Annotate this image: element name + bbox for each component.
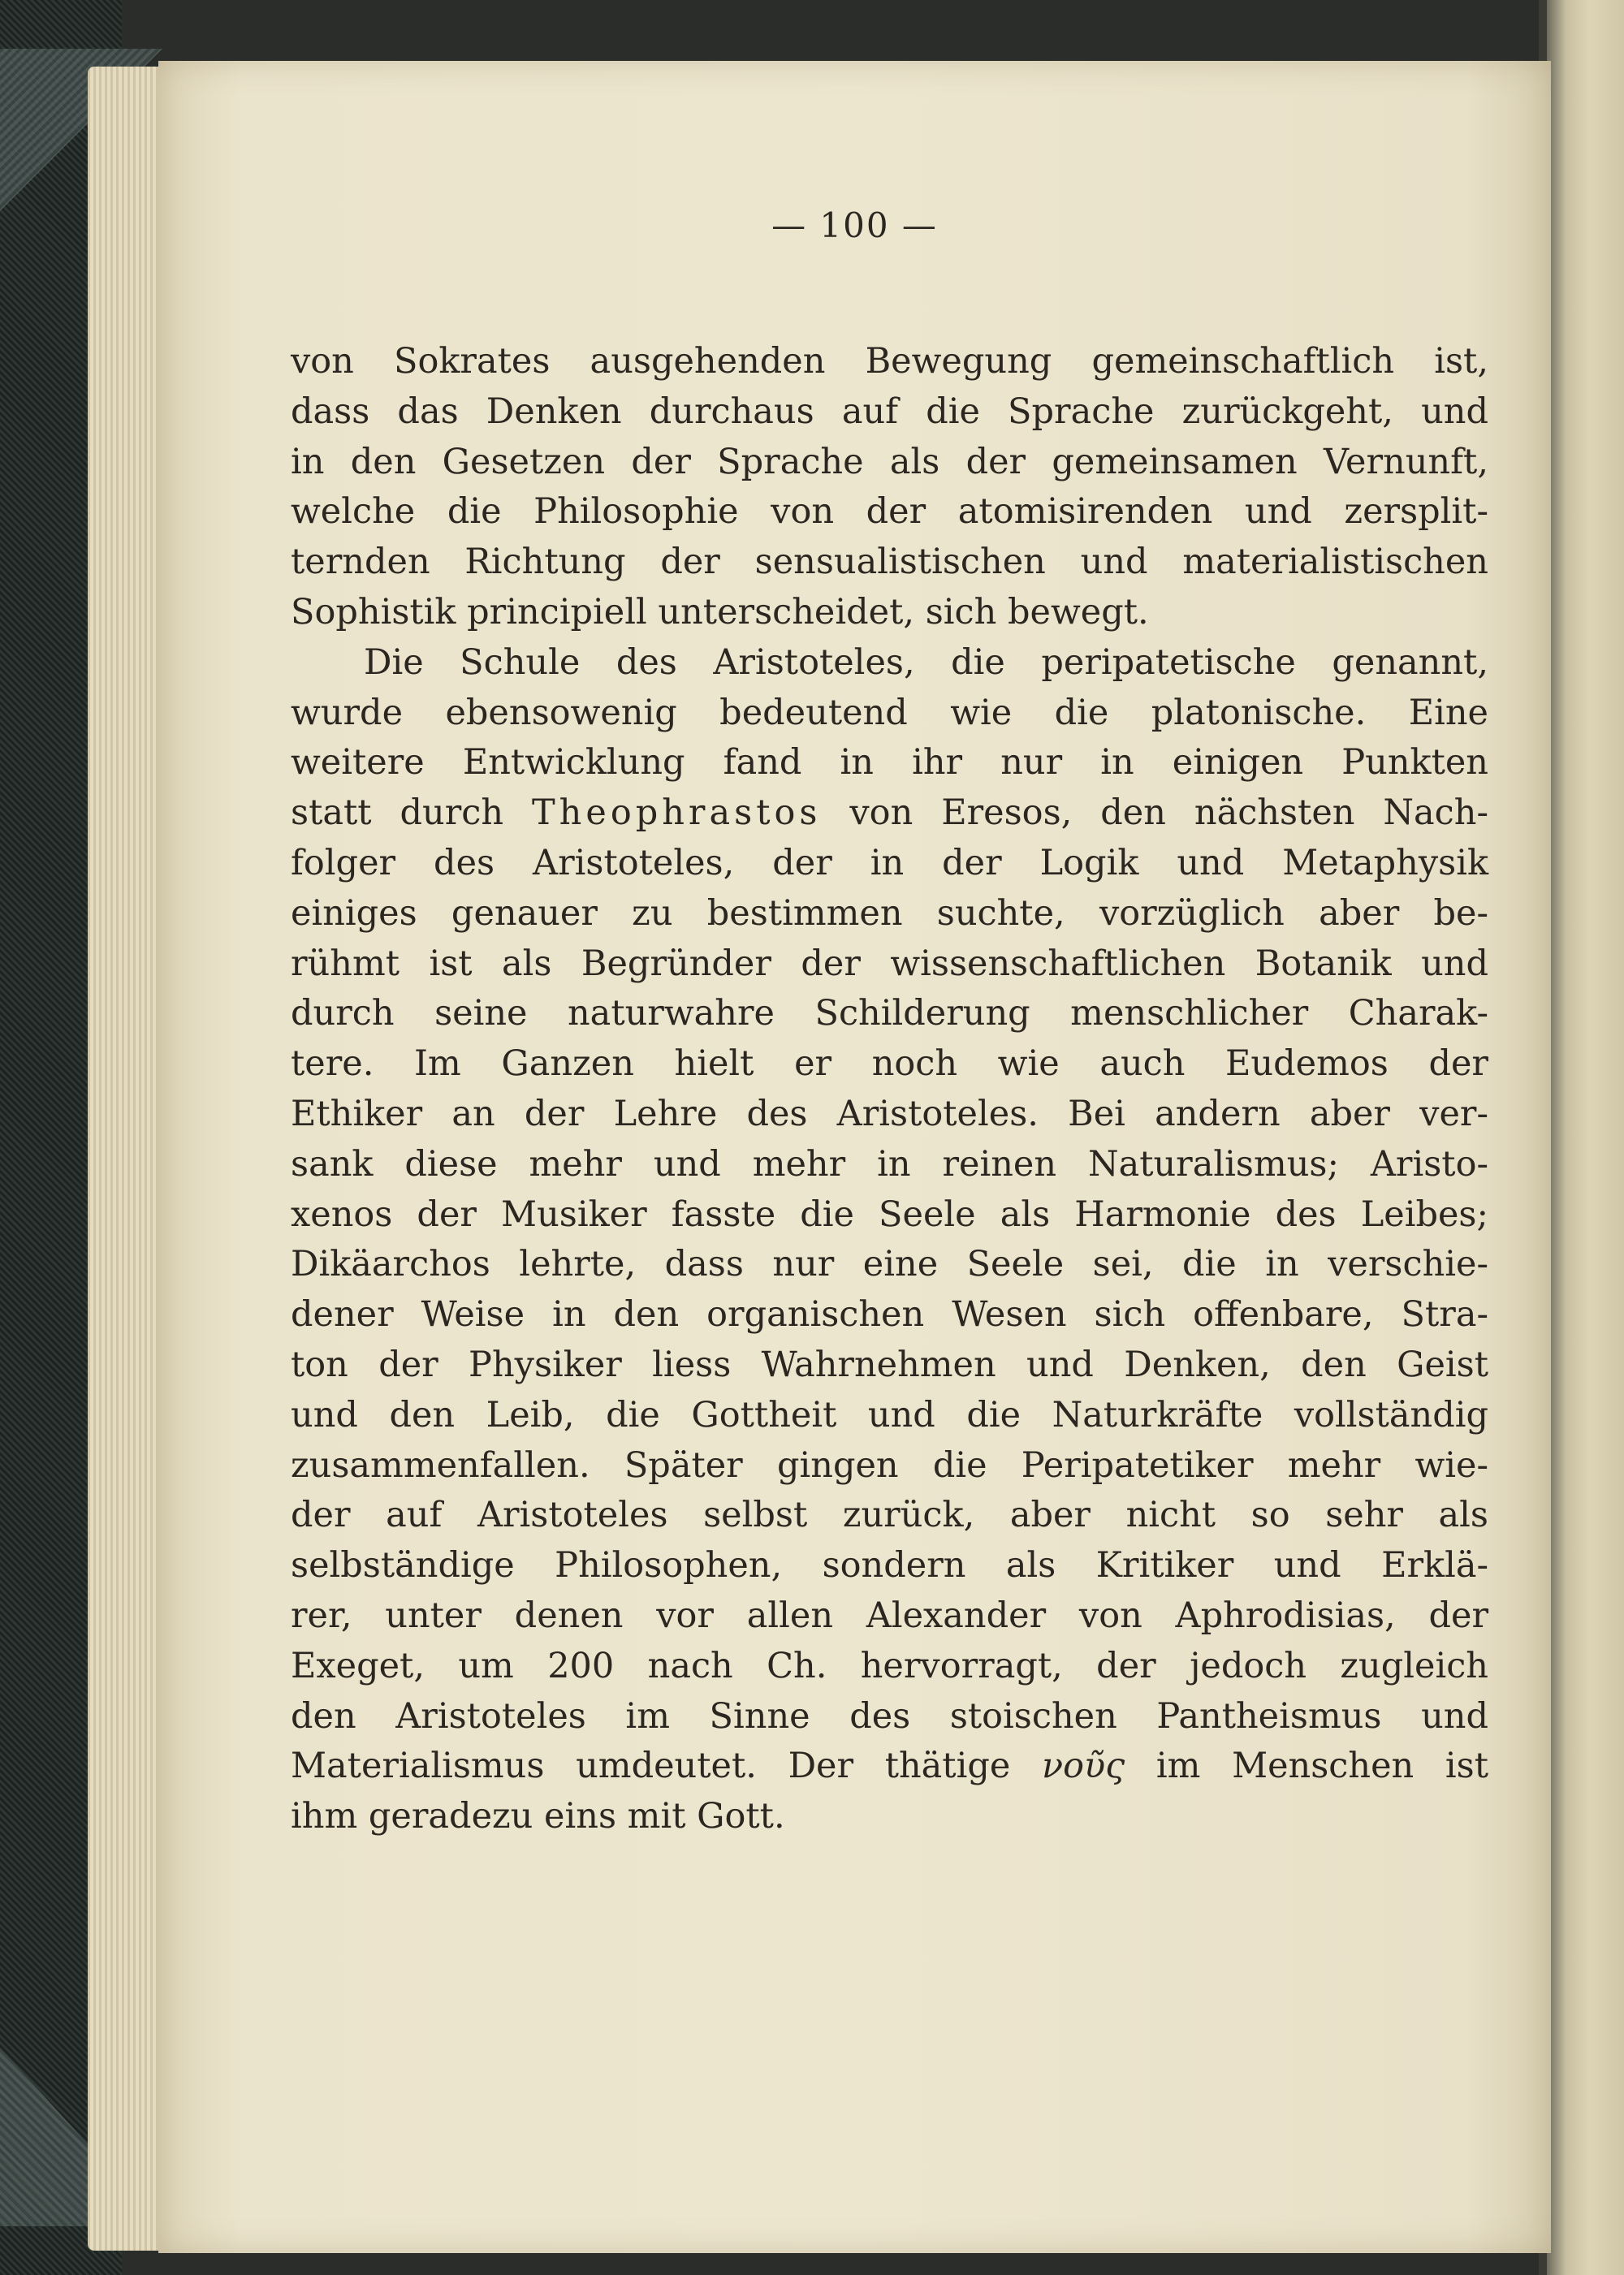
text-line: tere. Im Ganzen hielt er noch wie auch Eudemos der: [291, 1043, 1488, 1085]
text-line: Ethiker an der Lehre des Aristoteles. Bei andern aber ver-: [291, 1093, 1488, 1134]
text-line: dener Weise in den organischen Wesen sich offenbare, Stra-: [291, 1294, 1488, 1336]
page-text: [291, 337, 1488, 1842]
greek-word: νοῦς: [1041, 1746, 1125, 1787]
text-line: ton der Physiker liess Wahrnehmen und Denken, den Geist: [291, 1344, 1488, 1385]
name-line-prefix: statt durch: [291, 792, 532, 834]
page-edges: [88, 67, 169, 2251]
book-page: [158, 61, 1551, 2253]
text-line: Exeget, um 200 nach Ch. hervorragt, der jedoch zugleich: [291, 1645, 1488, 1686]
text-line: und den Leib, die Gottheit und die Naturkräfte vollständig: [291, 1394, 1488, 1435]
text-line: durch seine naturwahre Schilderung menschlicher Charak-: [291, 993, 1488, 1034]
text-line: rer, unter denen vor allen Alexander von Aphrodisias, der: [291, 1595, 1488, 1636]
text-line: Die Schule des Aristoteles, die peripatetische genannt,: [364, 641, 1488, 683]
text-line: ihm geradezu eins mit Gott.: [291, 1796, 785, 1837]
text-line: ternden Richtung der sensualistischen und materialistischen: [291, 542, 1488, 583]
text-line: weitere Entwicklung fand in ihr nur in einigen Punkten: [291, 742, 1488, 784]
text-line-with-name: [291, 788, 1488, 839]
text-line-with-greek: [291, 1742, 1488, 1792]
text-line: Dikäarchos lehrte, dass nur eine Seele sei, die in verschie-: [291, 1244, 1488, 1285]
text-line: sank diese mehr und mehr in reinen Naturalismus; Aristo-: [291, 1143, 1488, 1185]
next-page-edge: [1547, 0, 1624, 2275]
paragraph-1: [291, 337, 1488, 638]
text-line: der auf Aristoteles selbst zurück, aber nicht so sehr als: [291, 1495, 1488, 1536]
paragraph-2: [291, 638, 1488, 1842]
text-line: rühmt ist als Begründer der wissenschaftlichen Botanik und: [291, 943, 1488, 984]
text-line: welche die Philosophie von der atomisirenden und zersplit-: [291, 491, 1488, 533]
page-number: — 100 —: [771, 205, 938, 245]
text-line: einiges genauer zu bestimmen suchte, vorzüglich aber be-: [291, 892, 1488, 934]
name-line-suffix: von Eresos, den nächsten Nach-: [821, 792, 1488, 834]
text-line: Sophistik principiell unterscheidet, sich bewegt.: [291, 591, 1149, 632]
greek-line-prefix: Materialismus umdeutet. Der thätige: [291, 1746, 1042, 1787]
text-line: den Aristoteles im Sinne des stoischen Pantheismus und: [291, 1695, 1488, 1737]
text-line: von Sokrates ausgehenden Bewegung gemeinschaftlich ist,: [291, 341, 1488, 382]
text-line: in den Gesetzen der Sprache als der gemeinsamen Vernunft,: [291, 441, 1488, 482]
text-line: folger des Aristoteles, der in der Logik und Metaphysik: [291, 842, 1488, 883]
text-line: wurde ebensowenig bedeutend wie die platonische. Eine: [291, 692, 1488, 733]
text-line: zusammenfallen. Später gingen die Peripatetiker mehr wie-: [291, 1444, 1488, 1486]
text-line: dass das Denken durchaus auf die Sprache zurückgeht, und: [291, 391, 1488, 432]
text-line: xenos der Musiker fasste die Seele als Harmonie des Leibes;: [291, 1194, 1488, 1235]
text-line: selbständige Philosophen, sondern als Kritiker und Erklä-: [291, 1545, 1488, 1586]
greek-line-suffix: im Menschen ist: [1125, 1746, 1488, 1787]
spaced-name: Theophrastos: [532, 792, 822, 834]
